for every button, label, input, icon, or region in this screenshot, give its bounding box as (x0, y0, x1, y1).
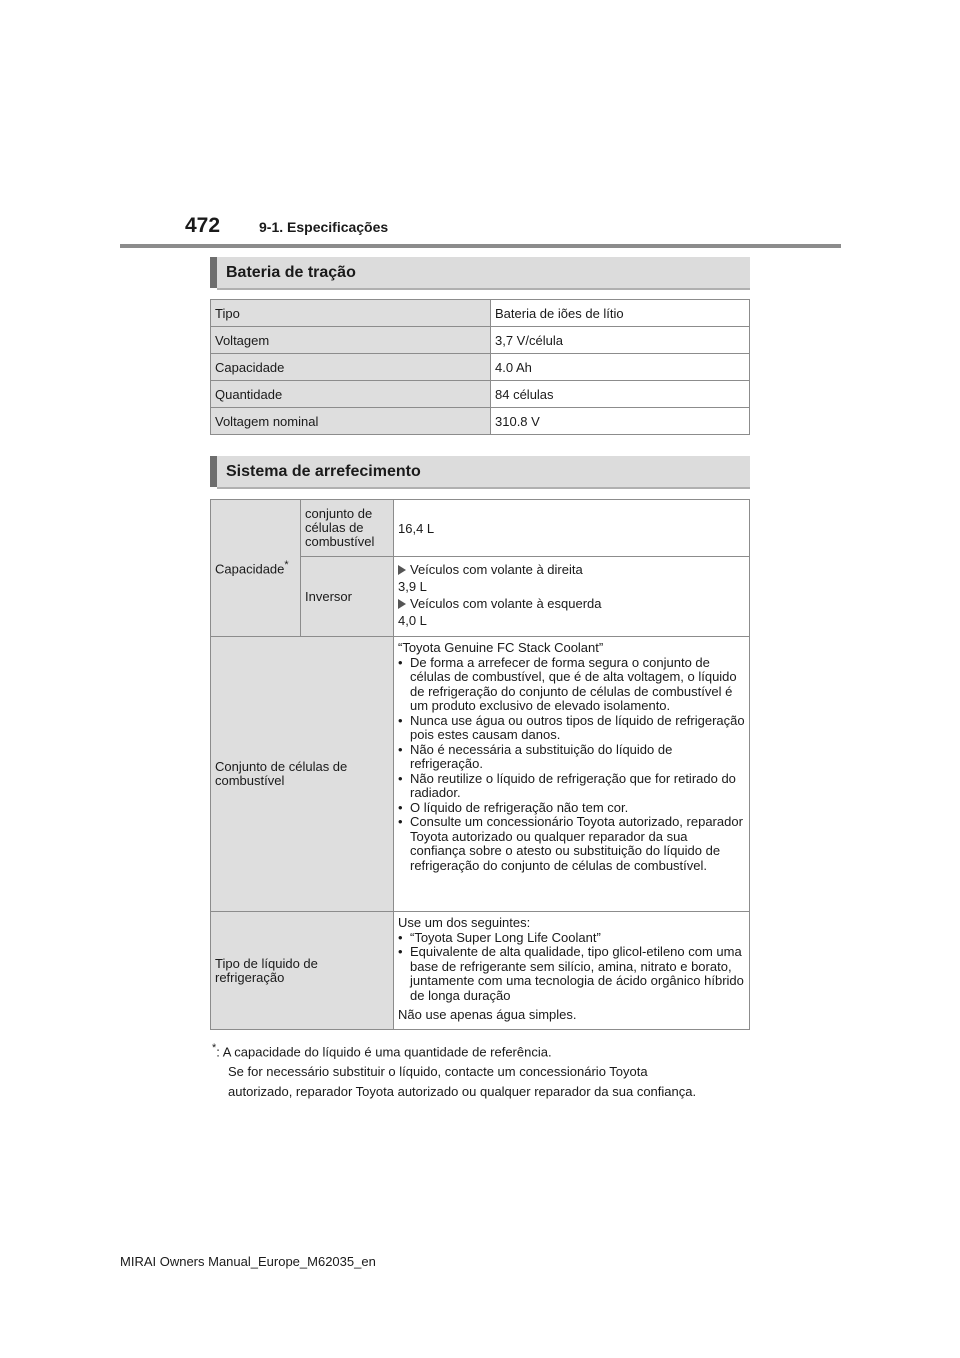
table-row (211, 354, 750, 381)
traction-battery-table (210, 299, 750, 435)
chapter-title: 9-1. Especificações (259, 219, 389, 235)
list-item: • “Toyota Super Long Life Coolant” (398, 931, 745, 946)
coolant-notes-list (398, 656, 745, 874)
list-item: • Equivalente de alta qualidade, tipo glicol-etileno com uma base de refrigerante sem silício, amina, nitrato e borato, juntamente com uma tecnologia de ácido orgânico híbrido de longa duração (398, 945, 745, 1003)
row-label: Voltagem (211, 327, 491, 354)
footnote-mark: * (212, 1042, 217, 1054)
inverter-sub-label: Inversor (301, 557, 394, 637)
inverter-capacity-cell (394, 557, 750, 637)
arrow-right-icon (398, 565, 406, 575)
list-item: • Não é necessária a substituição do líquido de refrigeração. (398, 743, 745, 772)
row-value: 84 células (491, 381, 750, 408)
list-item: • O líquido de refrigeração não tem cor. (398, 801, 745, 816)
row-value: Bateria de iões de lítio (491, 300, 750, 327)
row-value: 4.0 Ah (491, 354, 750, 381)
list-item: • Consulte um concessionário Toyota autorizado, reparador Toyota autorizado ou qualquer reparador da sua confiança sobre o atesto ou substituição do líquido de refrigeração do conjunto de células de combustível. (398, 815, 745, 873)
arrow-right-icon (398, 599, 406, 609)
fuel-cell-stack-capacity: 16,4 L (394, 500, 750, 557)
table-row (211, 637, 750, 912)
list-item: • De forma a arrefecer de forma segura o conjunto de células de combustível, que é de alta voltagem, o líquido de refrigeração do conjunto de células de combustível é um produto exclusivo de elevado isolamento. (398, 656, 745, 714)
coolant-type-intro: Use um dos seguintes: (398, 915, 531, 930)
footnote-mark: * (284, 559, 289, 572)
fuel-cell-stack-sub-label: conjunto de células de combustível (301, 500, 394, 557)
table-row (211, 912, 750, 1030)
row-label: Capacidade (211, 354, 491, 381)
row-value: 310.8 V (491, 408, 750, 435)
table-row (211, 500, 750, 557)
table-row (211, 327, 750, 354)
cooling-system-table (210, 499, 750, 1030)
rhd-label: Veículos com volante à direita (410, 562, 583, 577)
list-item: • Não reutilize o líquido de refrigeração que for retirado do radiador. (398, 772, 745, 801)
lhd-label: Veículos com volante à esquerda (410, 596, 602, 611)
table-row (211, 408, 750, 435)
footnote (212, 1038, 772, 1102)
row-label: Tipo (211, 300, 491, 327)
manual-footer: MIRAI Owners Manual_Europe_M62035_en (120, 1254, 376, 1269)
list-item: • Nunca use água ou outros tipos de líquido de refrigeração pois estes causam danos. (398, 714, 745, 743)
capacity-label: Capacidade (215, 561, 285, 577)
fuel-cell-coolant-description (394, 637, 750, 912)
coolant-type-list (398, 931, 745, 1004)
capacity-label-cell (211, 500, 301, 637)
footnote-line: : A capacidade do líquido é uma quantidade de referência. (216, 1044, 552, 1060)
table-row (211, 381, 750, 408)
header-rule (120, 244, 841, 248)
coolant-type-description (394, 912, 750, 1030)
section-heading-cooling-system: Sistema de arrefecimento (210, 456, 750, 487)
row-label: Quantidade (211, 381, 491, 408)
table-row (211, 300, 750, 327)
lhd-value: 4,0 L (398, 613, 427, 628)
row-value: 3,7 V/célula (491, 327, 750, 354)
rhd-value: 3,9 L (398, 579, 427, 594)
footnote-line: autorizado, reparador Toyota autorizado ou qualquer reparador da sua confiança. (228, 1084, 697, 1100)
coolant-type-label: Tipo de líquido de refrigeração (211, 912, 394, 1030)
page-number: 472 (185, 214, 221, 237)
fuel-cell-coolant-label: Conjunto de células de combustível (211, 637, 394, 912)
row-label: Voltagem nominal (211, 408, 491, 435)
section-heading-traction-battery: Bateria de tração (210, 257, 750, 288)
footnote-line: Se for necessário substituir o líquido, contacte um concessionário Toyota (228, 1064, 648, 1080)
coolant-type-note: Não use apenas água simples. (398, 1007, 577, 1022)
coolant-product-name: “Toyota Genuine FC Stack Coolant” (398, 640, 604, 655)
